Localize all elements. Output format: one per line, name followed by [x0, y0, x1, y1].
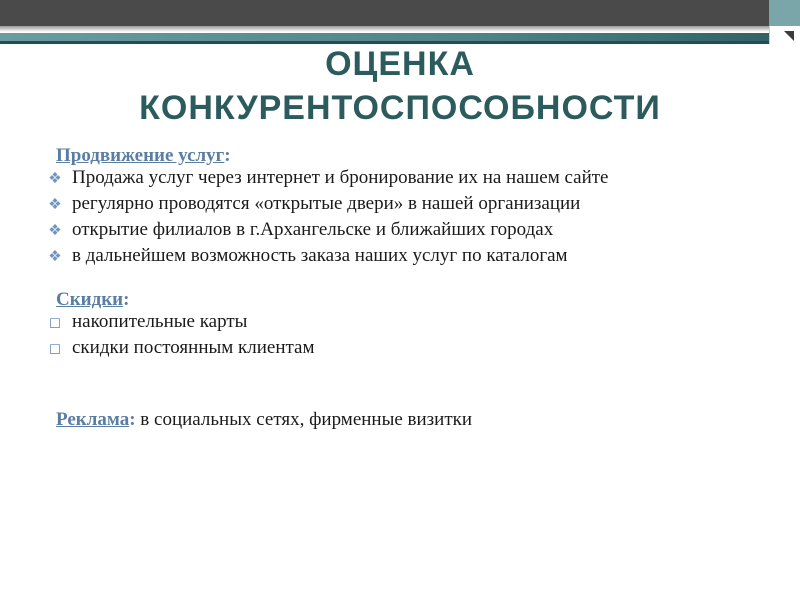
list-item [46, 168, 696, 188]
list-item-text: накопительные карты [72, 311, 248, 332]
diamond-bullet-icon: ❖ [48, 197, 62, 213]
square-bullet-icon: ◻ [48, 315, 62, 331]
discounts-label: Скидки [56, 289, 124, 310]
list-item-text: скидки постоянным клиентам [72, 337, 315, 358]
square-bullet-icon: ◻ [48, 341, 62, 357]
accent-stripe [0, 33, 800, 41]
list-item [46, 338, 696, 358]
list-item [46, 312, 696, 332]
diamond-bullet-icon: ❖ [48, 223, 62, 239]
spacer [56, 364, 696, 408]
title-line-2: КОНКУРЕНТОСПОСОБНОСТИ [139, 89, 661, 127]
promotion-colon: : [224, 145, 231, 166]
list-item [46, 246, 696, 266]
advertising-colon: : [129, 409, 136, 430]
spacer [56, 272, 696, 288]
diamond-bullet-icon: ❖ [48, 171, 62, 187]
list-item [46, 194, 696, 214]
promotion-heading [56, 144, 696, 168]
diamond-bullet-icon: ❖ [48, 249, 62, 265]
advertising-line [56, 408, 696, 432]
list-item [46, 220, 696, 240]
list-item-text: регулярно проводятся «открытые двери» в нашей организации [72, 193, 581, 214]
discounts-heading [56, 288, 696, 312]
promotion-label: Продвижение услуг [56, 145, 225, 166]
advertising-text: в социальных сетях, фирменные визитки [135, 409, 473, 430]
header-shadow [0, 26, 800, 32]
list-item-text: Продажа услуг через интернет и бронирование их на нашем сайте [72, 167, 609, 188]
corner-triangle-icon [784, 31, 794, 41]
list-item-text: в дальнейшем возможность заказа наших услуг по каталогам [72, 245, 568, 266]
promotion-list [48, 167, 696, 266]
title-line-1: ОЦЕНКА [325, 45, 475, 83]
advertising-label: Реклама [56, 409, 130, 430]
discounts-colon: : [123, 289, 130, 310]
header-bar [0, 0, 800, 26]
slide-title [0, 42, 800, 130]
slide-content [48, 144, 696, 432]
discounts-list [48, 311, 696, 358]
list-item-text: открытие филиалов в г.Архангельске и ближайших городах [72, 219, 554, 240]
